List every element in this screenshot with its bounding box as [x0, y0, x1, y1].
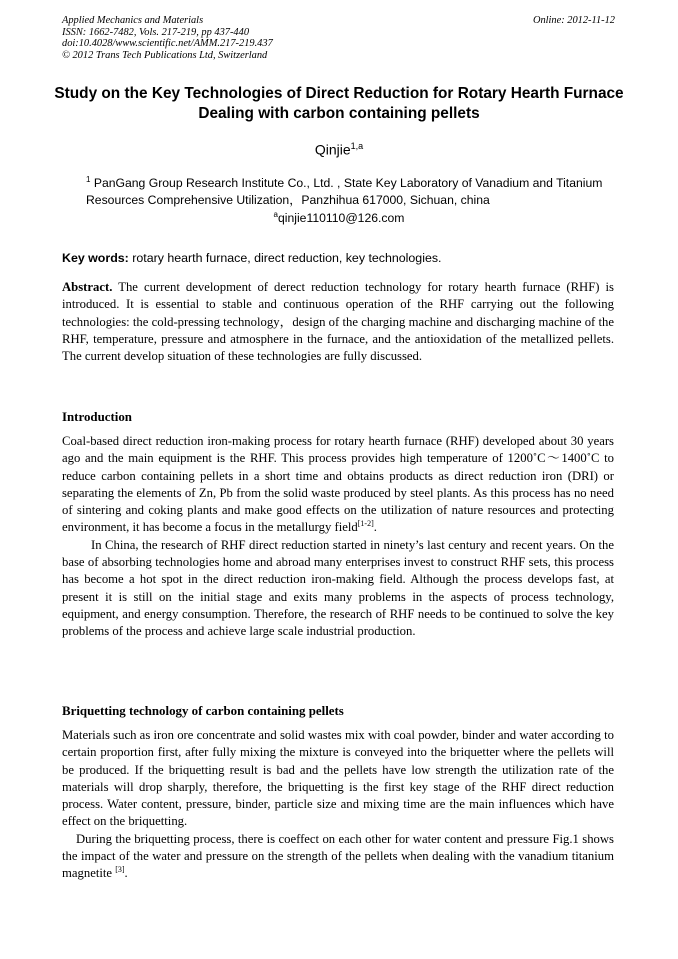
issn-line: ISSN: 1662-7482, Vols. 217-219, pp 437-440: [62, 26, 250, 38]
paper-title: Study on the Key Technologies of Direct Reduction for Rotary Hearth Furnace Dealing with carbon containing pellets: [54, 85, 624, 122]
briquetting-p2-ref: [3]: [115, 865, 125, 875]
affiliation-sup: 1: [86, 175, 91, 184]
briquetting-p2-text: During the briquetting process, there is coeffect on each other for water content and pressure Fig.1 shows the impact of the water and pressure on the strength of the pellets when dealing with the vanadium titanium magnetite: [62, 831, 614, 881]
briquetting-paragraph-1: Materials such as iron ore concentrate and solid wastes mix with coal powder, binder and water according to certain proportion first, after fully mixing the mixture is conveyed into the briquetter where the pellets will be produced. If the briquetting result is bad and the pellets have low strength the utilization rate of the materials will drop sharply, therefore, the briquetting is the first key stage of the RHF direct reduction process. Water content, pressure, binder, particle size and mixing time are the main influences which have effect on the briquetting.: [62, 728, 614, 829]
introduction-p1-ref: [1-2]: [357, 519, 374, 529]
introduction-p1-end: .: [373, 520, 377, 535]
briquetting-p2-end: .: [124, 866, 128, 881]
introduction-paragraph-2: In China, the research of RHF direct reduction started in ninety’s last century and recent years. On the base of absorbing technologies home and abroad many enterprises invest to construct RHF sets, this process has become a hot spot in the direct reduction iron-making field. Although the process develops fast, at present it is still on the initial stage and exits many problems in the aspects of process technology, equipment, and energy consumption. Therefore, the research of RHF needs to be continued to solve the key problems of the process and achieve large scale industrial production.: [62, 537, 614, 639]
journal-name: Applied Mechanics and Materials: [62, 15, 204, 26]
introduction-p1-text: Coal-based direct reduction iron-making process for rotary hearth furnace (RHF) developed about 30 years ago and the main equipment is the RHF. This process provides high temperature of 1200˚C～1400˚C to reduce carbon containing pellets in a short time and obtains products as direct reduction iron (DRI) or separating the elements of Zn, Pb from the solid waste produced by steel plants. As this process has no need of sintering and coking plants and make good effects on the utilization of nature resources and protecting environment, it has become a focus in the metallurgy field: [62, 434, 614, 535]
briquetting-paragraph-2: [62, 831, 614, 883]
page-header: [62, 15, 615, 61]
affiliation: [86, 172, 616, 208]
email-text: qinjie110110@126.com: [278, 211, 405, 226]
keywords: [62, 251, 617, 265]
affiliation-text: PanGang Group Research Institute Co., Ltd. , State Key Laboratory of Vanadium and Titanium Resources Comprehensive Utilization，Panzhihua 617000, Sichuan, china: [86, 176, 603, 207]
abstract-label: Abstract.: [62, 280, 113, 294]
author-sup: 1,a: [350, 141, 364, 151]
online-date: Online: 2012-11-12: [532, 15, 615, 26]
briquetting-heading: Briquetting technology of carbon containing pellets: [62, 704, 344, 718]
introduction-heading: Introduction: [62, 410, 132, 424]
abstract: [62, 279, 614, 365]
introduction-paragraph-1: [62, 433, 614, 537]
doi-line: doi:10.4028/www.scientific.net/AMM.217-219.437: [62, 38, 273, 49]
author-name: Qinjie: [314, 141, 351, 158]
copyright-line: © 2012 Trans Tech Publications Ltd, Switzerland: [62, 49, 268, 61]
author: [0, 141, 678, 158]
briquetting-body: [62, 727, 614, 883]
keywords-text: rotary hearth furnace, direct reduction, key technologies.: [128, 251, 442, 265]
introduction-body: [62, 433, 614, 641]
keywords-label: Key words:: [62, 251, 129, 265]
abstract-text: The current development of derect reduction technology for rotary hearth furnace (RHF) is introduced. It is essential to stable and continuous operation of the RHF carrying out the following technologies: the cold-pressing technology，design of the charging machine and discharging machine of the RHF, temperature, pressure and atmosphere in the furnace, and the antioxidation of the metallized pellets. The current develop situation of these technologies are fully discussed.: [62, 280, 614, 364]
email-sup: a: [273, 210, 278, 219]
email: [0, 210, 678, 225]
